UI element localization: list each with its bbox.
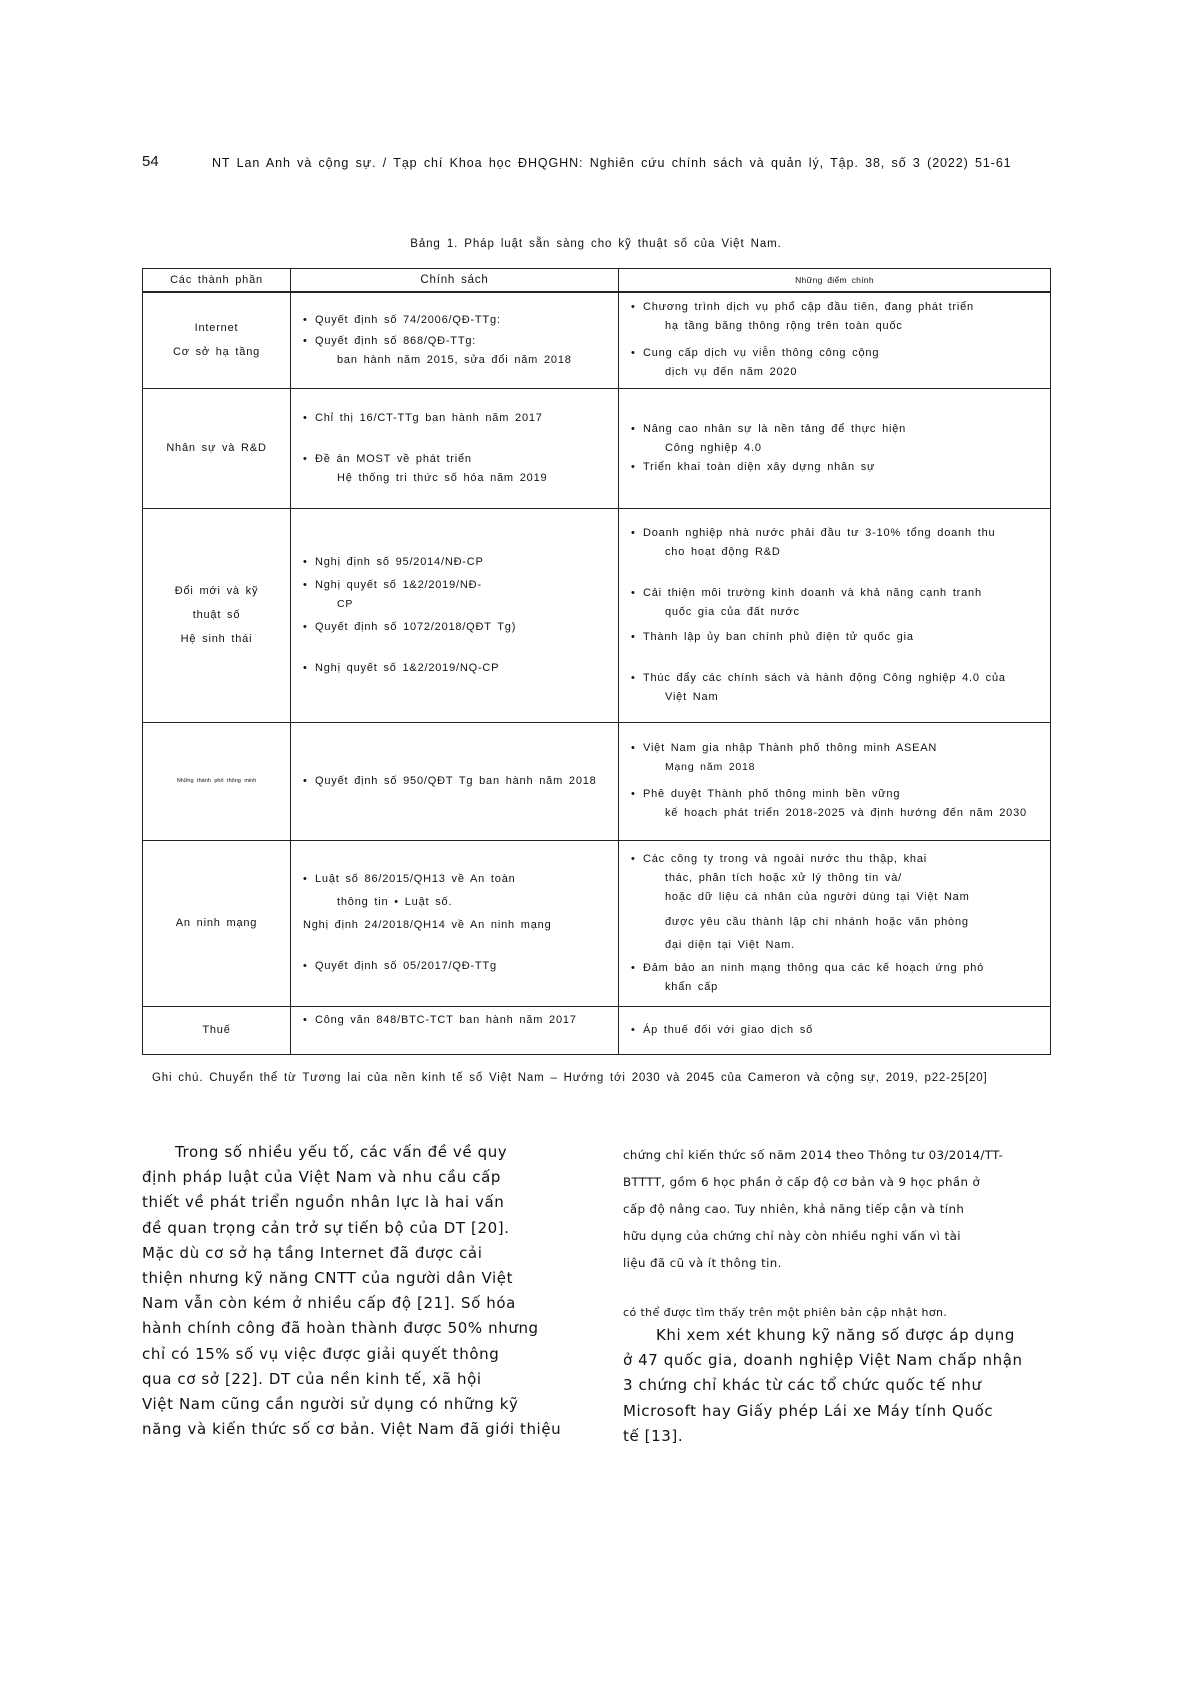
body-line: hành chính công đã hoàn thành được 50% nhưng bbox=[142, 1319, 539, 1338]
body-line: Việt Nam cũng cần người sử dụng có những kỹ bbox=[142, 1395, 519, 1414]
table-row bbox=[143, 508, 1051, 722]
key-point-item: • Phê duyệt Thành phố thông minh bền vững bbox=[631, 785, 1042, 804]
policy-cell bbox=[291, 1006, 619, 1054]
body-line: Nam vẫn còn kém ở nhiều cấp độ [21]. Số hóa bbox=[142, 1294, 516, 1313]
policy-item: • Công văn 848/BTC-TCT ban hành năm 2017 bbox=[303, 1011, 610, 1030]
key-point-item: • Việt Nam gia nhập Thành phố thông minh ASEAN bbox=[631, 739, 1042, 758]
component-cell: Thuế bbox=[143, 1006, 291, 1054]
table-row bbox=[143, 722, 1051, 840]
body-line: tế [13]. bbox=[623, 1426, 684, 1445]
table-header-row bbox=[143, 269, 1051, 293]
key-point-item: • Triển khai toàn diện xây dựng nhân sự bbox=[631, 458, 1042, 477]
table-note: Ghi chú. Chuyển thể từ Tương lai của nền kinh tế số Việt Nam – Hướng tới 2030 và 2045 của Cameron và cộng sự, 2019, p22-25[20] bbox=[152, 1072, 988, 1084]
table-row bbox=[143, 388, 1051, 508]
policy-item: • Nghị quyết số 1&2/2019/NQ-CP bbox=[303, 659, 610, 678]
policy-cell: • Nghị định số 95/2014/NĐ-CP • Nghị quyết số 1&2/2019/NĐ- CP • Quyết định số 1072/2018/QĐT Tg) • Nghị quyết số 1&2/2019/NQ-CP bbox=[291, 508, 619, 722]
right-paragraph-2 bbox=[623, 1323, 1063, 1449]
key-point-cell: • Doanh nghiệp nhà nước phải đầu tư 3-10% tổng doanh thu cho hoạt động R&D • Cải thiện môi trường kinh doanh và khả năng cạnh tranh quốc gia của đất nước • Thành lập ủy ban chính phủ điện tử quốc gia • Thúc đẩy các chính sách và hành động Công nghiệp 4.0 của Việt Nam bbox=[619, 508, 1051, 722]
header-key-points: Những điểm chính bbox=[619, 269, 1051, 293]
policy-item: • Nghị định số 95/2014/NĐ-CP bbox=[303, 553, 610, 572]
body-line: chứng chỉ kiến thức số năm 2014 theo Thông tư 03/2014/TT- bbox=[623, 1148, 1004, 1162]
key-point-item: • Đảm bảo an ninh mạng thông qua các kế hoạch ứng phó bbox=[631, 959, 1042, 978]
body-line: 3 chứng chỉ khác từ các tổ chức quốc tế như bbox=[623, 1376, 982, 1395]
policy-cell bbox=[291, 722, 619, 840]
policy-cell: • Chỉ thị 16/CT-TTg ban hành năm 2017 • Đề án MOST về phát triển Hệ thống tri thức số hóa năm 2019 bbox=[291, 388, 619, 508]
policy-item: • Đề án MOST về phát triển bbox=[303, 450, 610, 469]
table-row bbox=[143, 1006, 1051, 1054]
key-point-item: • Doanh nghiệp nhà nước phải đầu tư 3-10% tổng doanh thu bbox=[631, 524, 1042, 543]
policy-item: • Quyết định số 74/2006/QĐ-TTg: bbox=[303, 311, 610, 330]
body-line: thiết về phát triển nguồn nhân lực là hai vấn bbox=[142, 1193, 505, 1212]
body-line: thiện nhưng kỹ năng CNTT của người dân Việt bbox=[142, 1269, 514, 1288]
policy-item: Nghị định 24/2018/QH14 về An ninh mạng bbox=[303, 919, 552, 931]
key-point-cell: • Việt Nam gia nhập Thành phố thông minh ASEAN Mạng năm 2018 • Phê duyệt Thành phố thông minh bền vững kế hoạch phát triển 2018-2025 và định hướng đến năm 2030 bbox=[619, 722, 1051, 840]
policy-item: • Chỉ thị 16/CT-TTg ban hành năm 2017 bbox=[303, 409, 610, 428]
key-point-item: • Cung cấp dịch vụ viễn thông công cộng bbox=[631, 344, 1042, 363]
body-line: Microsoft hay Giấy phép Lái xe Máy tính Quốc bbox=[623, 1401, 994, 1420]
body-line: Trong số nhiều yếu tố, các vấn đề về quy bbox=[175, 1143, 508, 1161]
policy-item: • Quyết định số 868/QĐ-TTg: bbox=[303, 332, 610, 351]
table-row bbox=[143, 840, 1051, 1006]
left-column-body bbox=[142, 1140, 602, 1442]
body-line: Mặc dù cơ sở hạ tầng Internet đã được cải bbox=[142, 1243, 483, 1262]
body-line: chỉ có 15% số vụ việc được giải quyết thông bbox=[142, 1344, 500, 1363]
policy-cell: • Quyết định số 74/2006/QĐ-TTg: • Quyết định số 868/QĐ-TTg: ban hành năm 2015, sửa đổi năm 2018 bbox=[291, 292, 619, 388]
body-line: đề quan trọng cản trở sự tiến bộ của DT [20]. bbox=[142, 1218, 510, 1237]
key-point-item: • Nâng cao nhân sự là nền tảng để thực hiện bbox=[631, 420, 1042, 439]
key-point-item: • Thành lập ủy ban chính phủ điện tử quốc gia bbox=[631, 628, 1042, 647]
body-line: ở 47 quốc gia, doanh nghiệp Việt Nam chấp nhận bbox=[623, 1351, 1023, 1370]
key-point-cell: • Nâng cao nhân sự là nền tảng để thực hiện Công nghiệp 4.0 • Triển khai toàn diện xây dựng nhân sự bbox=[619, 388, 1051, 508]
body-line: Khi xem xét khung kỹ năng số được áp dụng bbox=[656, 1326, 1016, 1344]
running-header bbox=[142, 155, 1012, 175]
key-point-item: • Áp thuế đối với giao dịch số bbox=[631, 1021, 1042, 1040]
key-point-cell: • Các công ty trong và ngoài nước thu thập, khai thác, phân tích hoặc xử lý thông tin và/ hoặc dữ liệu cá nhân của người dùng tại Việt Nam được yêu cầu thành lập chi nhánh hoặc văn phòng đại diện tại Việt Nam. • Đảm bảo an ninh mạng thông qua các kế hoạch ứng phó khẩn cấp bbox=[619, 840, 1051, 1006]
policy-item: • Luật số 86/2015/QH13 về An toàn bbox=[303, 870, 610, 889]
body-line: liệu đã cũ và ít thông tin. bbox=[623, 1256, 782, 1270]
table-caption: Bảng 1. Pháp luật sẵn sàng cho kỹ thuật số của Việt Nam. bbox=[410, 238, 782, 250]
body-line: năng và kiến thức số cơ bản. Việt Nam đã giới thiệu bbox=[142, 1420, 562, 1439]
key-point-cell: • Chương trình dịch vụ phổ cập đầu tiên, đang phát triển hạ tầng băng thông rộng trên toàn quốc • Cung cấp dịch vụ viễn thông công cộng dịch vụ đến năm 2020 bbox=[619, 292, 1051, 388]
key-point-cell bbox=[619, 1006, 1051, 1054]
page-number: 54 bbox=[142, 153, 159, 170]
policy-item: • Nghị quyết số 1&2/2019/NĐ- bbox=[303, 576, 610, 595]
key-point-item: • Các công ty trong và ngoài nước thu thập, khai bbox=[631, 850, 1042, 869]
policy-item: • Quyết định số 950/QĐT Tg ban hành năm 2018 bbox=[303, 772, 610, 791]
header-components: Các thành phần bbox=[143, 269, 291, 293]
component-cell: Nhân sự và R&D bbox=[143, 388, 291, 508]
policy-cell: • Luật số 86/2015/QH13 về An toàn thông tin • Luật số. Nghị định 24/2018/QH14 về An ninh mạng • Quyết định số 05/2017/QĐ-TTg bbox=[291, 840, 619, 1006]
component-cell: Internet Cơ sở hạ tầng bbox=[143, 292, 291, 388]
table-row bbox=[143, 292, 1051, 388]
policy-item: • Quyết định số 1072/2018/QĐT Tg) bbox=[303, 618, 610, 637]
body-line: định pháp luật của Việt Nam và nhu cầu cấp bbox=[142, 1168, 501, 1187]
key-point-item: • Cải thiện môi trường kinh doanh và khả năng cạnh tranh bbox=[631, 584, 1042, 603]
running-head: NT Lan Anh và cộng sự. / Tạp chí Khoa học ĐHQGHN: Nghiên cứu chính sách và quản lý, Tập. 38, số 3 (2022) 51-61 bbox=[212, 156, 1012, 170]
component-cell: An ninh mạng bbox=[143, 840, 291, 1006]
body-line: BTTTT, gồm 6 học phần ở cấp độ cơ bản và 9 học phần ở bbox=[623, 1175, 981, 1189]
body-line: cấp độ nâng cao. Tuy nhiên, khả năng tiếp cận và tính bbox=[623, 1202, 965, 1216]
key-point-item: • Thúc đẩy các chính sách và hành động Công nghiệp 4.0 của bbox=[631, 669, 1042, 688]
right-column-body bbox=[623, 1142, 1063, 1449]
header-policies: Chính sách bbox=[291, 269, 619, 293]
key-point-item: • Chương trình dịch vụ phổ cập đầu tiên, đang phát triển bbox=[631, 298, 1042, 317]
component-cell: Những thành phố thông minh bbox=[143, 722, 291, 840]
body-line: hữu dụng của chứng chỉ này còn nhiều nghi vấn vì tài bbox=[623, 1229, 961, 1243]
policy-item: • Quyết định số 05/2017/QĐ-TTg bbox=[303, 957, 610, 976]
law-readiness-table bbox=[142, 268, 1051, 1055]
body-line: qua cơ sở [22]. DT của nền kinh tế, xã hội bbox=[142, 1369, 482, 1388]
component-cell: Đổi mới và kỹ thuật số Hệ sinh thái bbox=[143, 508, 291, 722]
footnote-line: có thể được tìm thấy trên một phiên bản cập nhật hơn. bbox=[623, 1306, 948, 1319]
